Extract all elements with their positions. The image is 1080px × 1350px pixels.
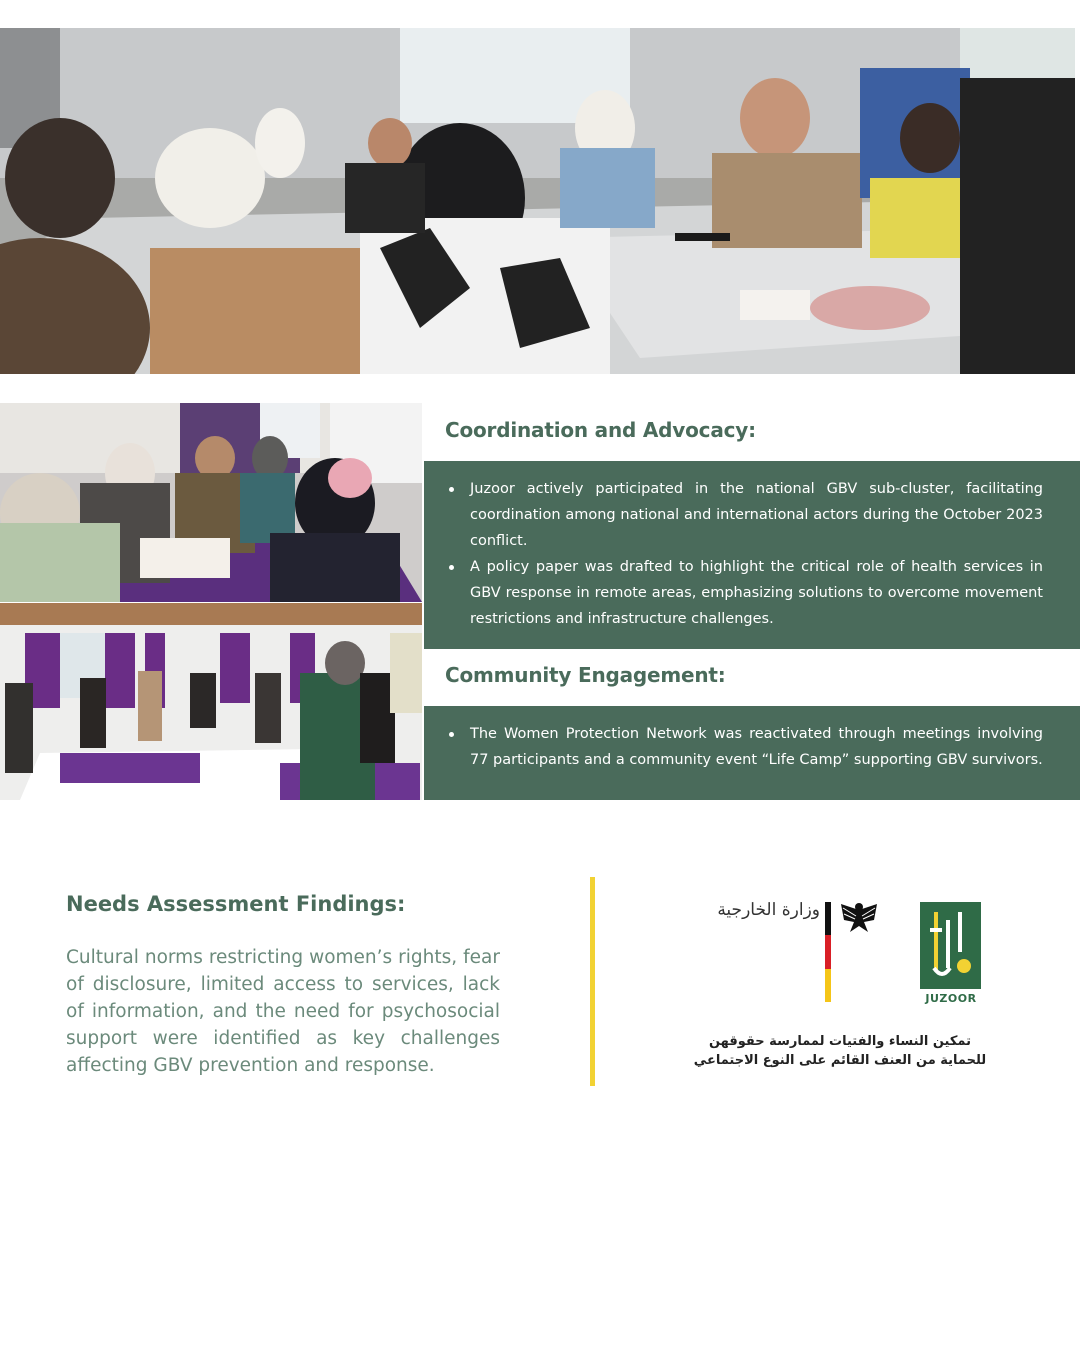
hero-photo-classroom-session (0, 28, 1075, 374)
juzoor-logo-mark (920, 902, 981, 989)
coordination-bullet: Juzoor actively participated in the national GBV sub-cluster, facilitating coordination among national and international actors during the October 2023 conflict. (446, 476, 1043, 554)
community-bullet-list (446, 721, 1043, 773)
ministry-name: وزارة الخارجية (717, 900, 820, 920)
german-flag-bar (825, 902, 831, 1002)
photo-women-protection-network (0, 603, 422, 800)
eagle-emblem-icon (838, 898, 880, 938)
project-tagline (690, 1032, 990, 1070)
coordination-bullet-list (446, 476, 1043, 632)
community-heading: Community Engagement: (445, 663, 726, 687)
community-bullet: The Women Protection Network was reactivated through meetings involving 77 participants and a community event “Life Camp” supporting GBV survivors. (446, 721, 1043, 773)
tagline-line-2: للحماية من العنف القائم على النوع الاجتماعي (693, 1053, 987, 1068)
coordination-heading: Coordination and Advocacy: (445, 418, 756, 442)
needs-paragraph: Cultural norms restricting women’s rights, fear of disclosure, limited access to services, lack of information, and the need for psychosocial support were identified as key challenges affecting GBV prevention and response. (66, 947, 500, 1076)
coordination-bullet: A policy paper was drafted to highlight the critical role of health services in GBV response in remote areas, emphasizing solutions to overcome movement restrictions and infrastructure challenges. (446, 554, 1043, 632)
photo-stakeholder-meeting (0, 403, 422, 602)
needs-heading: Needs Assessment Findings: (66, 892, 406, 916)
tagline-line-1: تمكين النساء والفتيات لممارسة حقوقهن (708, 1034, 971, 1049)
yellow-divider (590, 877, 595, 1086)
juzoor-wordmark: JUZOOR (925, 992, 977, 1005)
